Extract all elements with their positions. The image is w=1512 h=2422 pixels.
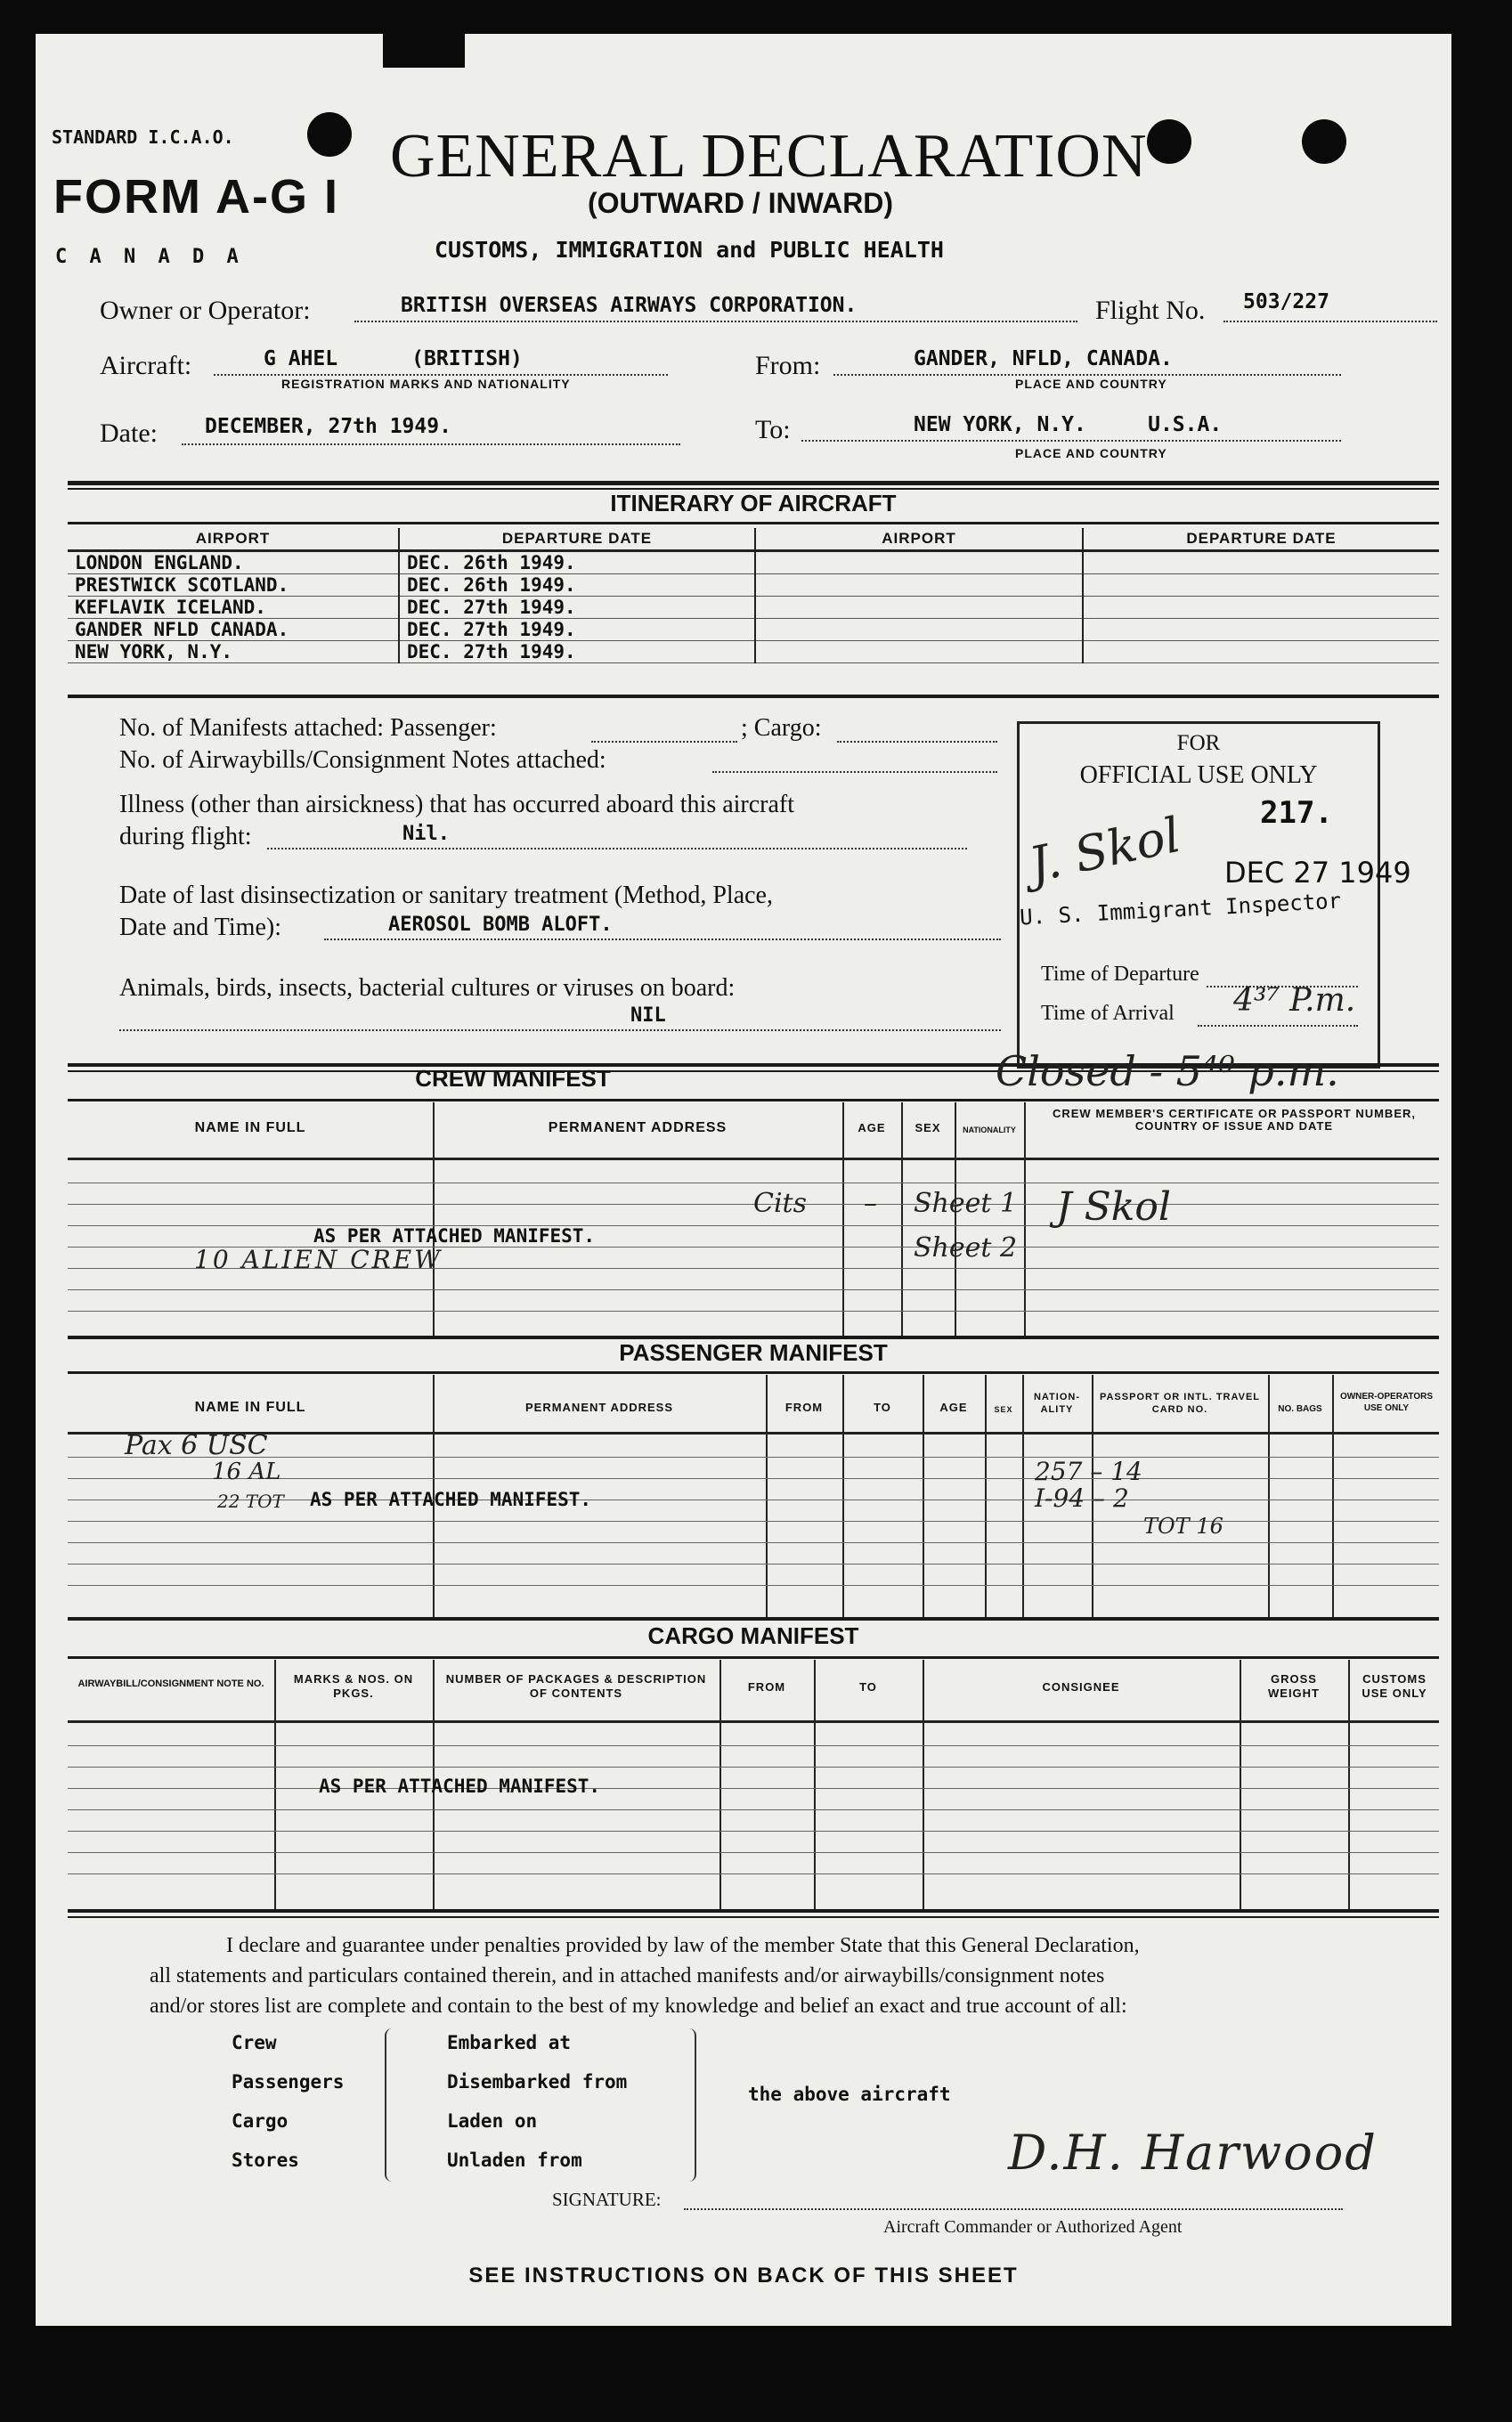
- col-airwaybill: AIRWAYBILL/CONSIGNMENT NOTE NO.: [77, 1678, 264, 1689]
- torn-mark: [383, 34, 465, 68]
- form-subtitle: (OUTWARD / INWARD): [588, 187, 894, 219]
- date-cell: DEC. 27th 1949.: [399, 597, 755, 619]
- col-age: AGE: [858, 1121, 886, 1134]
- disinsect-line: [324, 939, 1001, 940]
- col-sex: SEX: [915, 1121, 941, 1134]
- arrival-time-line: [1198, 1025, 1358, 1027]
- closed-note: Closed - 5⁴⁰ p.m.: [996, 1047, 1339, 1095]
- inspector-initials: J. Skol: [1024, 806, 1185, 894]
- passenger-count-1: 257 – 14: [1035, 1457, 1142, 1486]
- col-passport: PASSPORT OR INTL. TRAVEL CARD NO.: [1099, 1392, 1261, 1415]
- stamp-role: U. S. Immigrant Inspector: [1019, 888, 1342, 931]
- col-departure-date: DEPARTURE DATE: [1083, 528, 1439, 551]
- standard-label: STANDARD I.C.A.O.: [52, 126, 234, 148]
- col-to: TO: [859, 1680, 877, 1694]
- animals-answer: NIL: [630, 1004, 666, 1027]
- aircraft-caption: REGISTRATION MARKS AND NATIONALITY: [281, 377, 571, 391]
- signature: D.H. Harwood: [1008, 2125, 1378, 2181]
- to-caption: PLACE AND COUNTRY: [1015, 446, 1167, 460]
- crew-dash-note: –: [864, 1188, 877, 1219]
- col-from: FROM: [747, 1680, 786, 1694]
- decl-mid-laden: Laden on: [447, 2110, 538, 2132]
- table-row: [68, 619, 1439, 641]
- col-consignee: CONSIGNEE: [1042, 1680, 1120, 1694]
- authorities-line: CUSTOMS, IMMIGRATION and PUBLIC HEALTH: [435, 237, 944, 263]
- date-cell: DEC. 26th 1949.: [399, 574, 755, 597]
- table-row: [68, 551, 1439, 574]
- signature-caption: Aircraft Commander or Authorized Agent: [883, 2217, 1183, 2237]
- cargo-label: ; Cargo:: [741, 714, 822, 742]
- to-value: NEW YORK, N.Y. U.S.A.: [914, 413, 1223, 436]
- section-rule: [68, 522, 1439, 524]
- decl-right: the above aircraft: [748, 2084, 951, 2105]
- crew-cits-note: Cits: [753, 1188, 807, 1219]
- airwaybills-question: No. of Airwaybills/Consignment Notes attached:: [119, 746, 606, 774]
- crew-sheet-note-2: Sheet 2: [914, 1232, 1018, 1264]
- aircraft-line: [214, 374, 668, 376]
- col-address: PERMANENT ADDRESS: [524, 1401, 674, 1414]
- col-name: NAME IN FULL: [194, 1120, 306, 1135]
- col-customs-use: CUSTOMS USE ONLY: [1362, 1672, 1427, 1700]
- official-for: FOR: [1176, 731, 1221, 755]
- decl-mid-unladen: Unladen from: [447, 2150, 582, 2171]
- col-address: PERMANENT ADDRESS: [548, 1120, 728, 1135]
- decl-mid-embarked: Embarked at: [447, 2032, 572, 2053]
- table-row: [68, 597, 1439, 619]
- passenger-note-3: 22 TOT: [217, 1491, 284, 1512]
- owner-value: BRITISH OVERSEAS AIRWAYS CORPORATION.: [401, 294, 858, 317]
- section-rule: [68, 1099, 1439, 1101]
- to-line: [801, 440, 1341, 442]
- decl-left-crew: Crew: [232, 2032, 277, 2053]
- decl-left-stores: Stores: [232, 2150, 299, 2171]
- section-rule: [68, 1916, 1439, 1918]
- punch-hole: [1147, 119, 1191, 164]
- punch-hole: [1302, 119, 1346, 164]
- disinsect-question-2: Date and Time):: [119, 914, 281, 941]
- decl-mid-disembarked: Disembarked from: [447, 2071, 628, 2093]
- to-label: To:: [755, 415, 791, 444]
- official-title: OFFICIAL USE ONLY: [1079, 761, 1318, 789]
- airport-cell: KEFLAVIK ICELAND.: [68, 597, 399, 619]
- decl-left-passengers: Passengers: [232, 2071, 345, 2093]
- from-value: GANDER, NFLD, CANADA.: [914, 347, 1173, 370]
- col-owner-use: OWNER-OPERATORS USE ONLY: [1339, 1392, 1434, 1413]
- arrival-time-label: Time of Arrival: [1041, 1002, 1175, 1025]
- from-caption: PLACE AND COUNTRY: [1015, 377, 1167, 391]
- col-departure-date: DEPARTURE DATE: [399, 528, 755, 551]
- col-from: FROM: [784, 1401, 824, 1414]
- section-rule: [68, 1617, 1439, 1621]
- declaration-line-3: and/or stores list are complete and contain to the best of my knowledge and belief an exact and true account of all:: [150, 1995, 1127, 2018]
- country-label: C A N A D A: [55, 246, 244, 268]
- official-use-box: [1017, 721, 1411, 1069]
- disinsect-question: Date of last disinsectization or sanitary treatment (Method, Place,: [119, 882, 773, 909]
- col-marks: MARKS & NOS. ON PKGS.: [293, 1672, 414, 1700]
- cargo-table: [68, 1660, 1439, 1909]
- passenger-table: [68, 1375, 1439, 1617]
- airwaybills-line: [712, 771, 997, 773]
- col-to: TO: [874, 1401, 891, 1414]
- passenger-count-2: I-94 – 2: [1035, 1483, 1129, 1513]
- illness-line: [267, 848, 967, 849]
- cargo-line: [837, 741, 997, 743]
- airport-cell: GANDER NFLD CANADA.: [68, 619, 399, 641]
- col-age: AGE: [939, 1401, 968, 1414]
- departure-time-label: Time of Departure: [1041, 963, 1199, 986]
- col-airport: AIRPORT: [755, 528, 1083, 551]
- animals-question: Animals, birds, insects, bacterial cultures or viruses on board:: [119, 974, 736, 1002]
- table-row: [68, 641, 1439, 663]
- date-cell: DEC. 27th 1949.: [399, 619, 755, 641]
- owner-line: [354, 321, 1077, 322]
- signature-line: [684, 2208, 1343, 2210]
- section-rule: [68, 1909, 1439, 1913]
- passenger-line: [591, 741, 737, 743]
- col-name: NAME IN FULL: [194, 1400, 306, 1415]
- date-value: DECEMBER, 27th 1949.: [205, 415, 451, 438]
- from-label: From:: [755, 351, 821, 380]
- bracket-left: [385, 2028, 395, 2182]
- date-label: Date:: [100, 419, 158, 448]
- cargo-printed: AS PER ATTACHED MANIFEST.: [319, 1776, 601, 1797]
- flight-no-value: 503/227: [1243, 290, 1329, 313]
- passenger-title: PASSENGER MANIFEST: [619, 1339, 888, 1366]
- airport-cell: NEW YORK, N.Y.: [68, 641, 399, 663]
- passenger-note-2: 16 AL: [212, 1459, 281, 1485]
- declaration-line-1: I declare and guarantee under penalties provided by law of the member State that this General Declaration,: [226, 1934, 1140, 1957]
- animals-line: [119, 1029, 1001, 1031]
- aircraft-value: G AHEL (BRITISH): [264, 347, 523, 370]
- itinerary-table: [68, 528, 1439, 663]
- form-title: GENERAL DECLARATION: [390, 122, 1148, 191]
- signature-label: SIGNATURE:: [552, 2189, 662, 2210]
- aircraft-label: Aircraft:: [100, 351, 192, 380]
- illness-question: Illness (other than airsickness) that has occurred aboard this aircraft: [119, 791, 795, 818]
- itinerary-title: ITINERARY OF AIRCRAFT: [610, 490, 897, 516]
- passenger-note-1: Pax 6 USC: [125, 1430, 268, 1461]
- col-gross-weight: GROSS WEIGHT: [1268, 1672, 1320, 1700]
- section-rule: [68, 481, 1439, 485]
- cargo-title: CARGO MANIFEST: [647, 1622, 859, 1649]
- arrival-time-value: 4³⁷ P.m.: [1233, 982, 1356, 1019]
- section-rule: [68, 1656, 1439, 1659]
- col-bags: NO. BAGS: [1278, 1404, 1322, 1414]
- stamp-date: DEC 27 1949: [1224, 856, 1411, 890]
- date-cell: DEC. 27th 1949.: [399, 641, 755, 663]
- passenger-count-total: TOT 16: [1143, 1514, 1223, 1539]
- date-cell: DEC. 26th 1949.: [399, 551, 755, 574]
- passenger-printed: AS PER ATTACHED MANIFEST.: [310, 1489, 592, 1510]
- flight-no-line: [1223, 321, 1437, 322]
- declaration-line-2: all statements and particulars contained therein, and in attached manifests and/or airwaybills/consignment notes: [150, 1964, 1105, 1987]
- crew-title: CREW MANIFEST: [415, 1065, 611, 1092]
- owner-label: Owner or Operator:: [100, 296, 311, 325]
- flight-no-label: Flight No.: [1095, 296, 1206, 325]
- date-line: [182, 443, 680, 445]
- manifests-question: No. of Manifests attached: Passenger:: [119, 714, 497, 742]
- col-nationality: NATIONALITY: [963, 1126, 1016, 1134]
- crew-sheet-note-1: Sheet 1: [914, 1188, 1018, 1219]
- illness-answer: Nil.: [402, 823, 450, 845]
- col-certificate: CREW MEMBER'S CERTIFICATE OR PASSPORT NUMBER, COUNTRY OF ISSUE AND DATE: [1052, 1107, 1416, 1133]
- punch-hole: [307, 112, 352, 157]
- col-packages: NUMBER OF PACKAGES & DESCRIPTION OF CONTENTS: [445, 1672, 707, 1700]
- col-sex: SEX: [994, 1405, 1013, 1414]
- airport-cell: PRESTWICK SCOTLAND.: [68, 574, 399, 597]
- crew-initials: J Skol: [1056, 1184, 1171, 1230]
- official-number: 217.: [1260, 795, 1333, 831]
- form-sheet: [36, 34, 1451, 2326]
- footer-instructions: SEE INSTRUCTIONS ON BACK OF THIS SHEET: [468, 2264, 1019, 2288]
- from-line: [833, 374, 1341, 376]
- col-nationality: NATION-ALITY: [1033, 1392, 1080, 1415]
- form-number: FORM A-G I: [53, 170, 339, 224]
- section-rule: [68, 695, 1439, 698]
- table-row: [68, 574, 1439, 597]
- airport-cell: LONDON ENGLAND.: [68, 551, 399, 574]
- section-rule: [68, 1371, 1439, 1374]
- disinsect-answer: AEROSOL BOMB ALOFT.: [388, 914, 613, 936]
- crew-count-note: 10 ALIEN CREW: [194, 1245, 443, 1274]
- col-airport: AIRPORT: [68, 528, 399, 551]
- crew-printed: AS PER ATTACHED MANIFEST.: [313, 1225, 596, 1247]
- crew-table: [68, 1102, 1439, 1336]
- decl-left-cargo: Cargo: [232, 2110, 289, 2132]
- illness-question-2: during flight:: [119, 823, 252, 850]
- bracket-right: [686, 2028, 696, 2182]
